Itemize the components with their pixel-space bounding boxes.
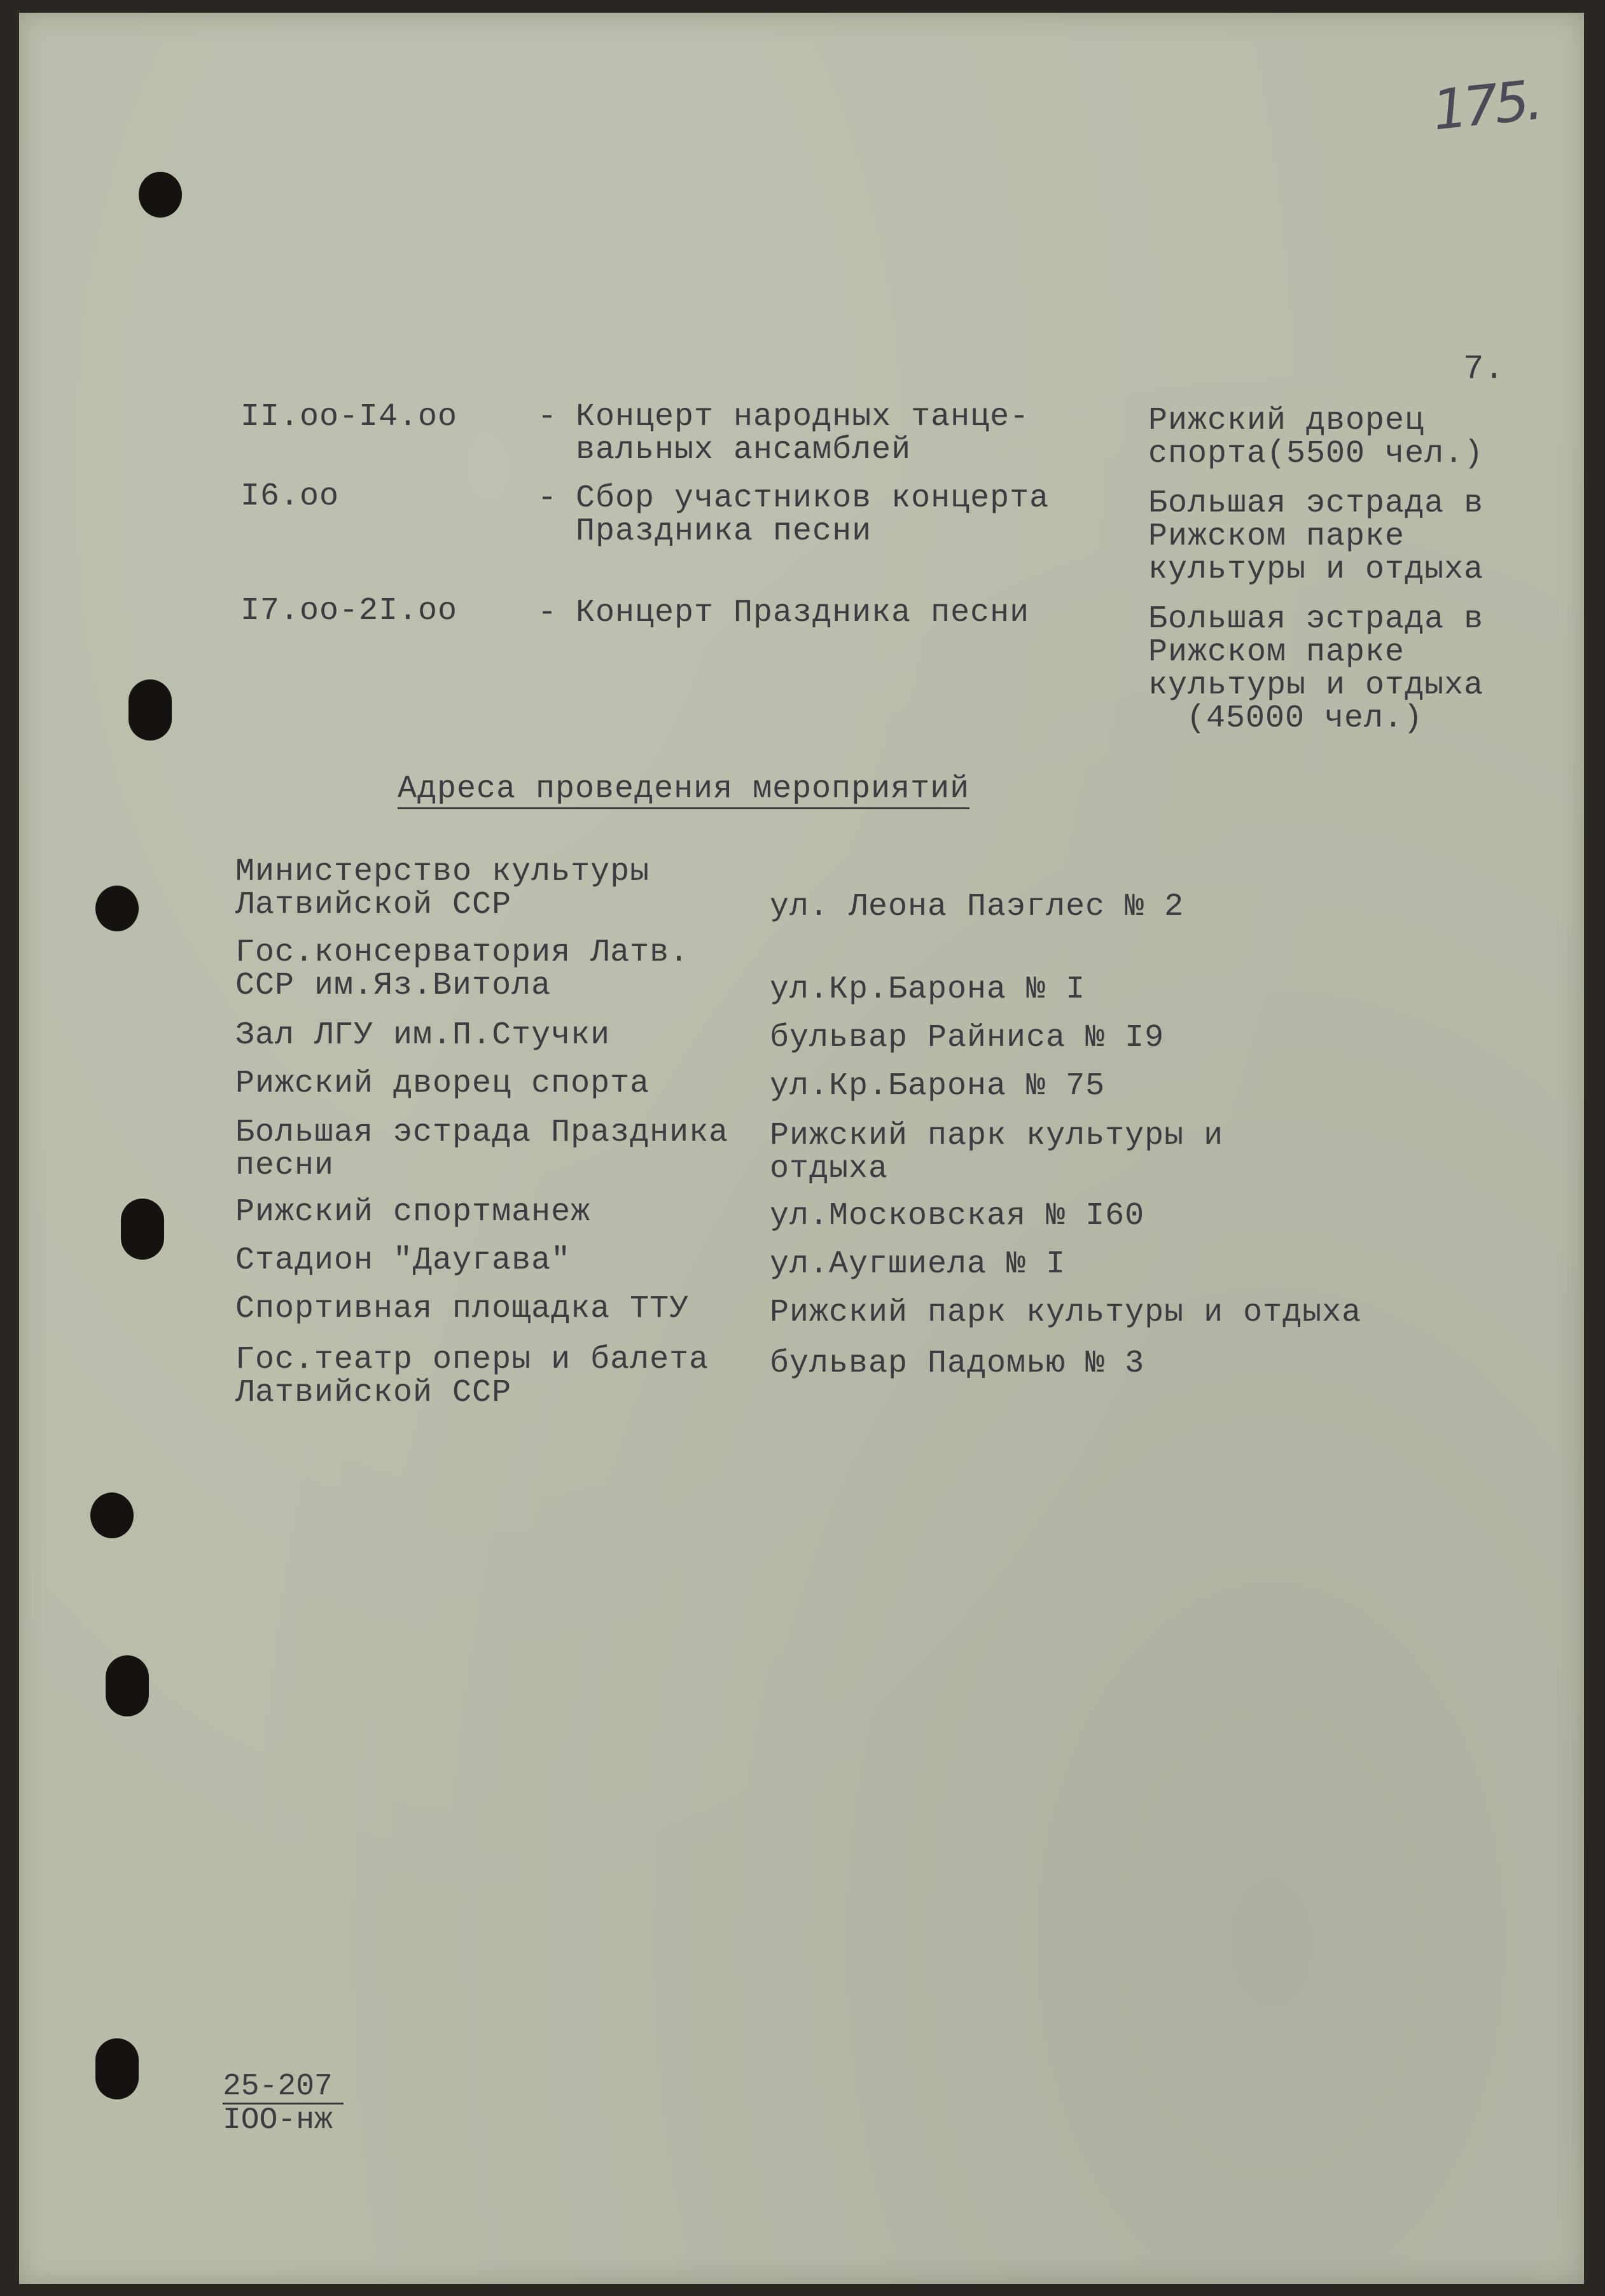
- venue-line: ССР им.Яз.Витола: [235, 968, 552, 1004]
- punch-hole: [121, 1199, 164, 1260]
- punch-hole: [95, 886, 139, 931]
- venue-line: Стадион "Даугава": [235, 1242, 571, 1279]
- address-line: отдыха: [770, 1151, 889, 1187]
- punch-hole: [129, 679, 172, 741]
- address-line: Рижский парк культуры и отдыха: [770, 1295, 1362, 1331]
- address-line: ул.Кр.Барона № 75: [770, 1068, 1106, 1104]
- schedule-place-line: культуры и отдыха: [1148, 667, 1484, 704]
- schedule-dash: -: [538, 595, 558, 631]
- schedule-event-line: Праздника песни: [576, 513, 872, 550]
- schedule-place-line: Рижский дворец: [1148, 403, 1425, 439]
- punch-hole: [95, 2038, 139, 2099]
- schedule-dash: -: [538, 399, 558, 435]
- venue-line: песни: [235, 1148, 335, 1184]
- address-line: бульвар Райниса № I9: [770, 1020, 1165, 1056]
- schedule-place-line: Рижском парке: [1148, 634, 1405, 671]
- footer-code: [223, 2071, 344, 2136]
- punch-hole: [106, 1655, 149, 1716]
- footer-code-bottom: IOO-нж: [223, 2103, 333, 2138]
- schedule-place-line: Рижском парке: [1148, 518, 1405, 555]
- address-line: ул.Московская № I60: [770, 1198, 1145, 1234]
- address-line: ул. Леона Паэглес № 2: [770, 889, 1185, 925]
- schedule-time: I7.oo-2I.oo: [240, 593, 458, 629]
- schedule-event-line: Сбор участников концерта: [576, 480, 1050, 517]
- venue-line: Зал ЛГУ им.П.Стучки: [235, 1017, 611, 1054]
- schedule-place-line: (45000 чел.): [1186, 700, 1424, 737]
- schedule-time: II.oo-I4.oo: [240, 399, 458, 435]
- venue-line: Гос.театр оперы и балета: [235, 1342, 709, 1378]
- schedule-place-line: культуры и отдыха: [1148, 552, 1484, 588]
- schedule-event-line: Концерт Праздника песни: [576, 595, 1030, 631]
- schedule-place-line: Большая эстрада в: [1148, 485, 1484, 522]
- venue-line: Рижский дворец спорта: [235, 1066, 650, 1102]
- address-line: Рижский парк культуры и: [770, 1118, 1224, 1154]
- schedule-event-line: Концерт народных танце-: [576, 399, 1030, 435]
- schedule-place-line: спорта(5500 чел.): [1148, 436, 1484, 472]
- page-number: 7.: [1463, 350, 1504, 389]
- address-line: бульвар Падомью № 3: [770, 1346, 1145, 1382]
- venue-line: Латвийской ССР: [235, 887, 512, 923]
- addresses-heading: Адреса проведения мероприятий: [398, 773, 969, 809]
- punch-hole: [90, 1492, 134, 1538]
- address-line: ул.Кр.Барона № I: [770, 971, 1086, 1008]
- schedule-dash: -: [538, 480, 558, 517]
- folio-number: 175.: [1429, 68, 1543, 143]
- punch-hole: [139, 172, 182, 218]
- footer-code-top: 25-207: [223, 2071, 344, 2105]
- schedule-time: I6.oo: [240, 478, 340, 515]
- schedule-place-line: Большая эстрада в: [1148, 601, 1484, 637]
- address-line: ул.Аугшиела № I: [770, 1246, 1066, 1283]
- schedule-event-line: вальных ансамблей: [576, 432, 912, 468]
- venue-line: Гос.консерватория Латв.: [235, 935, 690, 971]
- venue-line: Спортивная площадка ТТУ: [235, 1291, 690, 1327]
- venue-line: Рижский спортманеж: [235, 1194, 591, 1230]
- venue-line: Министерство культуры: [235, 854, 650, 890]
- venue-line: Латвийской ССР: [235, 1375, 512, 1411]
- venue-line: Большая эстрада Праздника: [235, 1115, 729, 1151]
